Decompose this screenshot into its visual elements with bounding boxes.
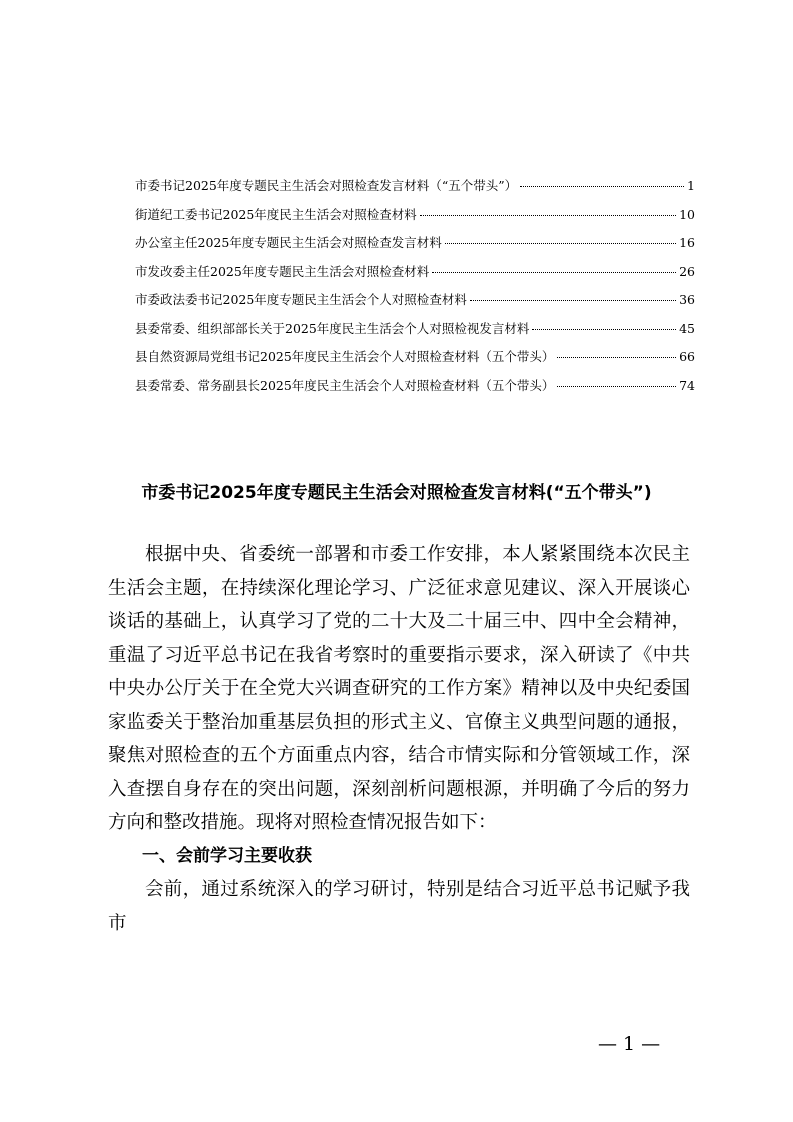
document-title: 市委书记2025年度专题民主生活会对照检查发言材料(“五个带头”) [141, 483, 652, 503]
document-body [108, 538, 690, 940]
toc-entry[interactable] [135, 347, 695, 376]
table-of-contents [135, 176, 695, 404]
toc-entry[interactable] [135, 233, 695, 262]
toc-entry[interactable] [135, 376, 695, 405]
toc-entry-title: 街道纪工委书记2025年度民主生活会对照检查材料 [135, 206, 417, 222]
toc-entry[interactable] [135, 262, 695, 291]
toc-entry-title: 市发改委主任2025年度专题民主生活会对照检查材料 [135, 263, 430, 279]
toc-entry-title: 市委政法委书记2025年度专题民主生活会个人对照检查材料 [135, 292, 467, 307]
toc-entry-page: 1 [687, 178, 695, 193]
toc-leader-dots [532, 329, 676, 330]
page-number: — 1 — [598, 1033, 661, 1055]
toc-entry-title: 办公室主任2025年度专题民主生活会对照检查发言材料 [135, 235, 442, 250]
toc-entry-page: 66 [679, 349, 695, 364]
toc-entry-title: 县委常委、常务副县长2025年度民主生活会个人对照检查材料（五个带头） [135, 377, 555, 393]
toc-entry-page: 16 [679, 235, 695, 250]
toc-leader-dots [420, 215, 676, 216]
toc-entry[interactable] [135, 290, 695, 319]
toc-entry-page: 36 [679, 292, 695, 307]
toc-entry-title: 县自然资源局党组书记2025年度民主生活会个人对照检查材料（五个带头） [135, 349, 555, 364]
toc-entry[interactable] [135, 319, 695, 348]
toc-leader-dots [445, 243, 676, 244]
toc-entry-title: 县委常委、组织部部长关于2025年度民主生活会个人对照检视发言材料 [135, 320, 530, 336]
toc-entry[interactable] [135, 205, 695, 234]
toc-entry-page: 26 [679, 263, 695, 279]
toc-leader-dots [557, 386, 676, 387]
toc-entry-page: 74 [679, 377, 695, 393]
body-paragraph: 根据中央、省委统一部署和市委工作安排，本人紧紧围绕本次民主生活会主题，在持续深化理论学习、广泛征求意见建议、深入开展谈心谈话的基础上，认真学习了党的二十大及二十届三中、四中全会精神，重温了习近平总书记在我省考察时的重要指示要求，深入研读了《中共中央办公厅关于在全党大兴调查研究的工作方案》精神以及中央纪委国家监委关于整治加重基层负担的形式主义、官僚主义典型问题的通报，聚焦对照检查的五个方面重点内容，结合市情实际和分管领域工作，深入查摆自身存在的突出问题，深刻剖析问题根源，并明确了今后的努力方向和整改措施。现将对照检查情况报告如下： [108, 544, 690, 833]
toc-entry-page: 10 [679, 206, 695, 222]
toc-leader-dots [557, 357, 676, 358]
toc-entry-page: 45 [679, 320, 695, 336]
toc-leader-dots [520, 186, 684, 187]
toc-leader-dots [470, 300, 676, 301]
section-heading: 一、会前学习主要收获 [142, 845, 312, 866]
toc-entry[interactable] [135, 176, 695, 205]
body-paragraph: 会前，通过系统深入的学习研讨，特别是结合习近平总书记赋予我市 [108, 879, 690, 934]
toc-leader-dots [432, 272, 676, 273]
toc-entry-title: 市委书记2025年度专题民主生活会对照检查发言材料（“五个带头”） [135, 178, 518, 193]
